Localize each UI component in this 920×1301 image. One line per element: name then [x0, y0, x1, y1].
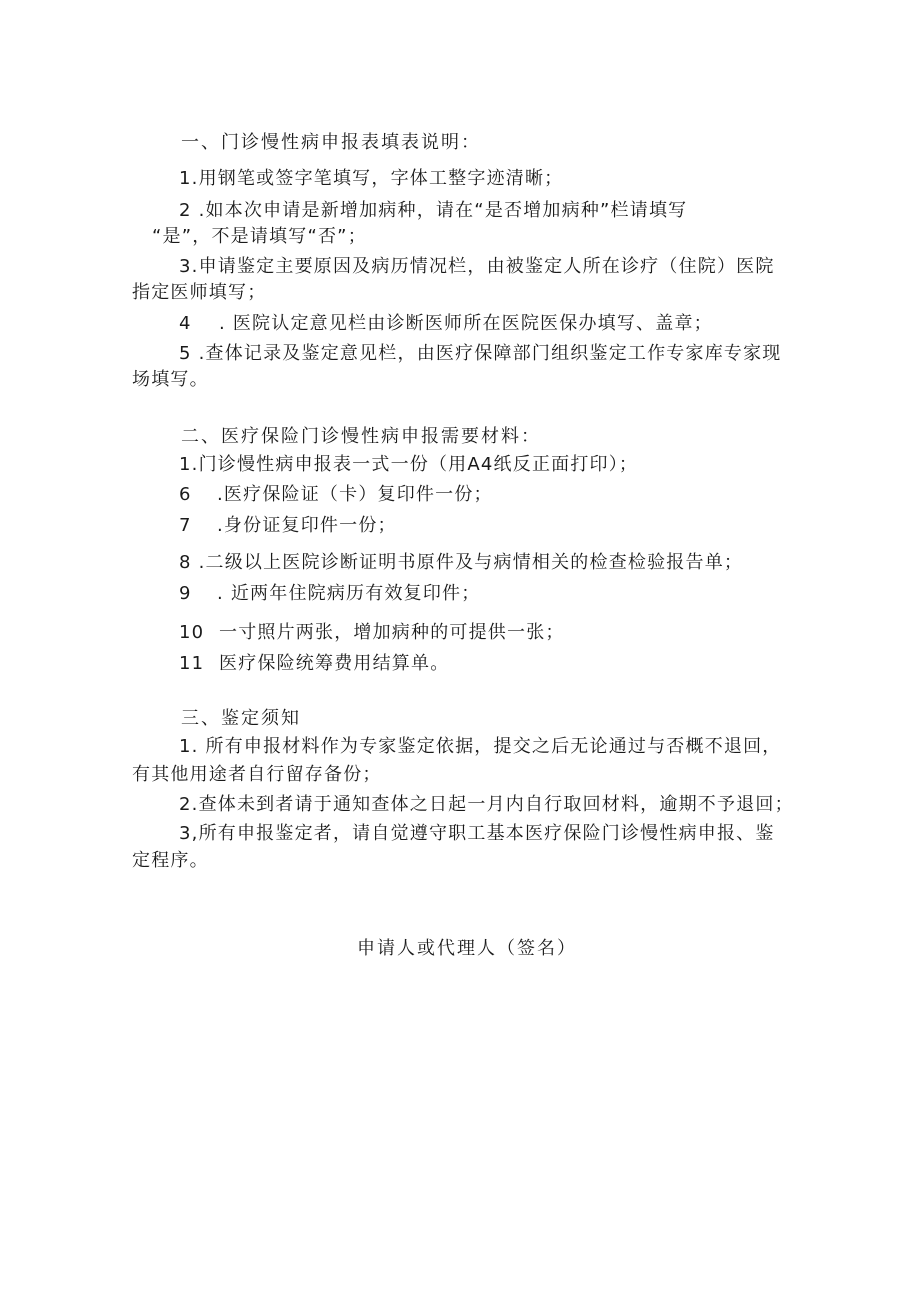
- item-text: .身份证复印件一份；: [217, 515, 397, 536]
- section2-item-11: [179, 651, 449, 677]
- section3-item-3-line1: 3,所有申报鉴定者，请自觉遵守职工基本医疗保险门诊慢性病申报、鉴: [179, 823, 775, 844]
- section1-title: 一、门诊慢性病申报表填表说明：: [181, 132, 481, 153]
- section2-item-9: [179, 581, 480, 607]
- item-number: 4: [179, 313, 192, 334]
- section2-title: 二、医疗保险门诊慢性病申报需要材料：: [181, 426, 541, 447]
- item-text: .医疗保险证（卡）复印件一份；: [217, 484, 493, 505]
- item-text: . 医院认定意见栏由诊断医师所在医院医保办填写、盖章；: [219, 313, 713, 334]
- section2-item-7: [179, 513, 397, 539]
- item-text: . 近两年住院病历有效复印件；: [217, 583, 481, 604]
- section1-item-1: 1.用钢笔或签字笔填写，字体工整字迹清晰；: [179, 168, 564, 189]
- section3-title: 三、鉴定须知: [181, 708, 301, 729]
- section1-item-3-line2: 指定医师填写；: [132, 282, 267, 303]
- section1-item-2-line2: “是”，不是请填写“否”；: [152, 226, 367, 247]
- section1-item-3-line1: 3.申请鉴定主要原因及病历情况栏，由被鉴定人所在诊疗（住院）医院: [179, 256, 775, 277]
- section2-item-1: 1.门诊慢性病申报表一式一份（用A4纸反正面打印）；: [179, 454, 639, 475]
- section2-item-10: [179, 620, 565, 646]
- item-number: 10: [179, 622, 205, 643]
- item-number: 9: [179, 583, 192, 604]
- section1-item-4: [179, 311, 713, 337]
- signature-label: 申请人或代理人（签名）: [357, 938, 577, 959]
- item-number: 11: [179, 653, 205, 674]
- section1-item-5-line2: 场填写。: [132, 369, 209, 390]
- item-number: 7: [179, 515, 192, 536]
- item-number: 6: [179, 484, 192, 505]
- section3-item-1-line1: 1. 所有申报材料作为专家鉴定依据，提交之后无论通过与否概不退回，: [179, 736, 782, 757]
- item-text: 一寸照片两张，增加病种的可提供一张；: [219, 622, 565, 643]
- section3-item-2: 2.查体未到者请于通知查体之日起一月内自行取回材料，逾期不予退回；: [179, 794, 794, 815]
- section3-item-3-line2: 定程序。: [132, 850, 209, 871]
- section3-item-1-line2: 有其他用途者自行留存备份；: [132, 764, 382, 785]
- item-text: 医疗保险统筹费用结算单。: [219, 653, 450, 674]
- section1-item-2-line1: 2 .如本次申请是新增加病种，请在“是否增加病种”栏请填写: [179, 200, 688, 221]
- section1-item-5-line1: 5 .查体记录及鉴定意见栏，由医疗保障部门组织鉴定工作专家库专家现: [179, 343, 782, 364]
- section2-item-6: [179, 482, 493, 508]
- section2-item-8: 8 .二级以上医院诊断证明书原件及与病情相关的检查检验报告单；: [179, 552, 744, 573]
